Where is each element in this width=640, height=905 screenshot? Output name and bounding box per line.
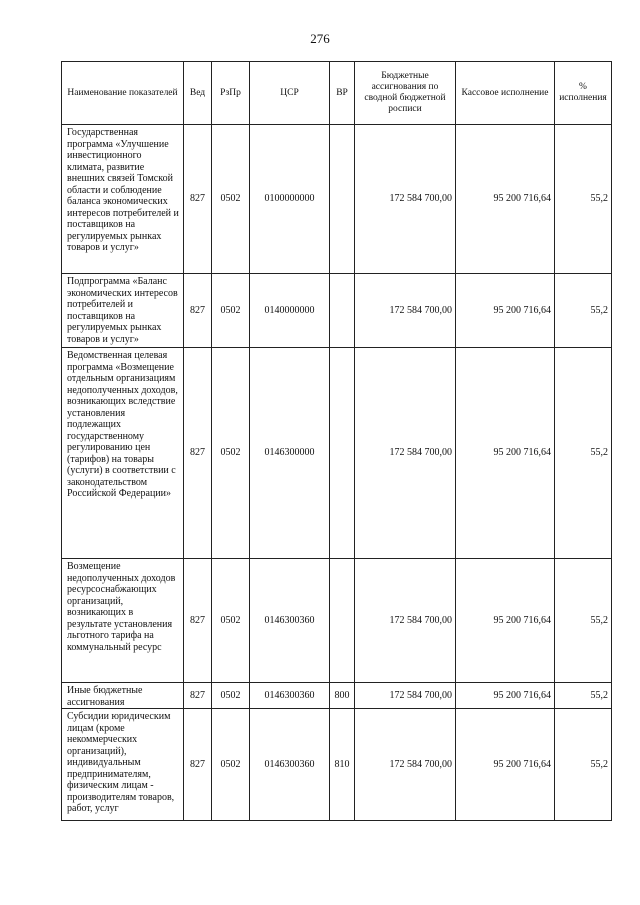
row-cash: 95 200 716,64 [456,683,555,709]
row-vr: 800 [330,683,355,709]
row-percent: 55,2 [555,559,612,683]
row-name: Иные бюджетные ассигнования [62,683,184,709]
row-ved: 827 [184,125,212,274]
header-cash: Кассовое исполнение [456,62,555,125]
row-rzpr: 0502 [212,348,250,559]
row-ved: 827 [184,559,212,683]
row-name: Субсидии юридическим лицам (кроме некоммерческих организаций), индивидуальным предпринимателям, физическим лицам - производителям товаров, работ, услуг [62,709,184,821]
header-name: Наименование показателей [62,62,184,125]
row-percent: 55,2 [555,348,612,559]
row-csr: 0140000000 [250,274,330,348]
row-rzpr: 0502 [212,559,250,683]
row-budget: 172 584 700,00 [355,559,456,683]
row-ved: 827 [184,683,212,709]
row-budget: 172 584 700,00 [355,274,456,348]
row-ved: 827 [184,348,212,559]
row-cash: 95 200 716,64 [456,348,555,559]
row-csr: 0146300000 [250,348,330,559]
row-rzpr: 0502 [212,683,250,709]
table-row [62,125,612,274]
table-header-row [62,62,612,125]
header-ved: Вед [184,62,212,125]
row-csr: 0146300360 [250,683,330,709]
header-vr: ВР [330,62,355,125]
row-percent: 55,2 [555,683,612,709]
row-vr [330,559,355,683]
row-rzpr: 0502 [212,274,250,348]
table-row [62,709,612,821]
header-percent: % исполнения [555,62,612,125]
row-ved: 827 [184,274,212,348]
row-cash: 95 200 716,64 [456,559,555,683]
row-name: Подпрограмма «Баланс экономических интересов потребителей и поставщиков на регулируемых рынках товаров и услуг» [62,274,184,348]
row-cash: 95 200 716,64 [456,274,555,348]
row-percent: 55,2 [555,709,612,821]
row-cash: 95 200 716,64 [456,125,555,274]
row-vr [330,274,355,348]
row-name: Возмещение недополученных доходов ресурсоснабжающих организаций, возникающих в результате установления льготного тарифа на коммунальный ресурс [62,559,184,683]
page-number: 276 [310,31,330,46]
row-name: Ведомственная целевая программа «Возмещение отдельным организациям недополученных доходов, возникающих вследствие установления подлежащих государственному регулированию цен (тарифов) на товары (услуги) в соответствии с законодательством Российской Федерации» [62,348,184,559]
table-row [62,559,612,683]
table-row [62,348,612,559]
row-budget: 172 584 700,00 [355,348,456,559]
row-percent: 55,2 [555,274,612,348]
row-rzpr: 0502 [212,125,250,274]
row-vr [330,348,355,559]
row-name: Государственная программа «Улучшение инвестиционного климата, развитие внешних связей Томской области и соблюдение баланса экономических интересов потребителей и поставщиков на регулируемых рынках товаров и услуг» [62,125,184,274]
row-budget: 172 584 700,00 [355,125,456,274]
row-ved: 827 [184,709,212,821]
row-budget: 172 584 700,00 [355,709,456,821]
row-csr: 0100000000 [250,125,330,274]
row-rzpr: 0502 [212,709,250,821]
row-budget: 172 584 700,00 [355,683,456,709]
row-percent: 55,2 [555,125,612,274]
budget-table [61,61,612,821]
row-vr [330,125,355,274]
row-csr: 0146300360 [250,559,330,683]
header-budget: Бюджетные ассигнования по сводной бюджетной росписи [355,62,456,125]
header-rzpr: РзПр [212,62,250,125]
row-cash: 95 200 716,64 [456,709,555,821]
header-csr: ЦСР [250,62,330,125]
table-row [62,274,612,348]
row-vr: 810 [330,709,355,821]
row-csr: 0146300360 [250,709,330,821]
table-row [62,683,612,709]
